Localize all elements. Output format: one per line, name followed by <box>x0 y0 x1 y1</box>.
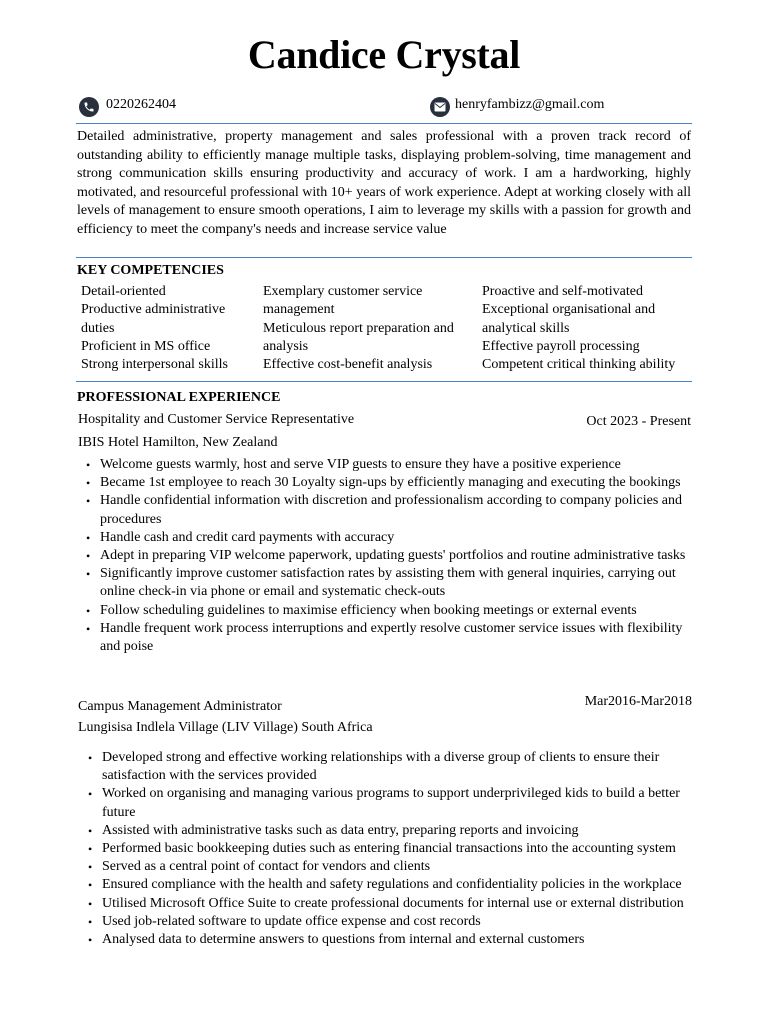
list-item: • Handle confidential information with discretion and professionalism according to company policies and procedures <box>100 492 688 528</box>
competency-item: Proactive and self-motivated <box>482 284 643 299</box>
list-item: • Analysed data to determine answers to questions from internal and external customers <box>102 931 692 949</box>
competency-item: Detail-oriented <box>81 284 166 299</box>
job-title: Hospitality and Customer Service Representative <box>78 412 355 427</box>
competency-item: management <box>263 302 335 318</box>
list-item: • Became 1st employee to reach 30 Loyalty sign-ups by efficiently managing and executing the bookings <box>100 474 688 492</box>
job-company: Lungisisa Indlela Village (LIV Village) South Africa <box>78 720 373 735</box>
divider <box>76 257 692 258</box>
list-item: • Adept in preparing VIP welcome paperwork, updating guests' portfolios and routine administrative tasks <box>100 547 688 565</box>
job-bullets <box>84 456 688 656</box>
competency-item: Competent critical thinking ability <box>482 357 676 373</box>
list-item: • Performed basic bookkeeping duties such as entering financial transactions into the accounting system <box>102 840 692 858</box>
job-dates: Mar2016-Mar2018 <box>584 694 692 709</box>
divider <box>76 381 692 382</box>
list-item: • Follow scheduling guidelines to maximise efficiency when booking meetings or external events <box>100 602 688 620</box>
competency-item: Effective payroll processing <box>482 338 640 354</box>
competency-item: Proficient in MS office <box>81 338 211 354</box>
list-item: • Handle cash and credit card payments with accuracy <box>100 529 688 547</box>
phone-icon <box>79 97 99 117</box>
list-item: • Significantly improve customer satisfaction rates by assisting them with general inquiries, carrying out online check-in via phone or email and systematic check-outs <box>100 565 688 601</box>
competency-item: Effective cost-benefit analysis <box>263 357 433 373</box>
resume-name: Candice Crystal <box>247 32 521 77</box>
email-address[interactable]: henryfambizz@gmail.com <box>455 97 605 112</box>
summary-paragraph: Detailed administrative, property management and sales professional with a proven track record of outstanding ability to efficiently manage multiple tasks, displaying problem-solving, time management and strong communication skills ensuring productivity and accuracy of work. I am a hardworking, highly motivated, and resourceful professional with 10+ years of work experience. Adept at working closely with all levels of management to ensure smooth operations, I aim to leverage my skills with a passion for growth and efficiency to meet the company's needs and increase service value <box>77 129 691 237</box>
competencies-column-3 <box>482 283 675 374</box>
competencies-heading: KEY COMPETENCIES <box>77 263 224 278</box>
competency-item: analysis <box>263 338 309 354</box>
competency-item: Productive administrative <box>81 302 226 318</box>
competencies-column-1 <box>81 283 228 374</box>
job-bullets <box>86 749 692 949</box>
competency-item: analytical skills <box>482 320 570 336</box>
list-item: • Developed strong and effective working relationships with a diverse group of clients to ensure their satisfaction with the services provided <box>102 749 692 785</box>
divider <box>76 123 692 124</box>
email-icon <box>430 97 450 117</box>
list-item: • Used job-related software to update office expense and cost records <box>102 913 692 931</box>
job-dates: Oct 2023 - Present <box>586 414 691 429</box>
competency-item: Strong interpersonal skills <box>81 357 228 373</box>
list-item: • Worked on organising and managing various programs to support underprivileged kids to build a better future <box>102 785 692 821</box>
list-item: • Ensured compliance with the health and safety regulations and confidentiality policies in the workplace <box>102 876 692 894</box>
competencies-column-2 <box>263 283 454 374</box>
list-item: • Utilised Microsoft Office Suite to create professional documents for internal use or external distribution <box>102 895 692 913</box>
competency-item: Meticulous report preparation and <box>263 320 454 336</box>
job-title: Campus Management Administrator <box>78 699 282 714</box>
job-company: IBIS Hotel Hamilton, New Zealand <box>78 435 278 450</box>
list-item: • Handle frequent work process interruptions and expertly resolve customer service issues with flexibility and poise <box>100 620 688 656</box>
list-item: • Welcome guests warmly, host and serve VIP guests to ensure they have a positive experience <box>100 456 688 474</box>
phone-number[interactable]: 0220262404 <box>106 97 176 112</box>
competency-item: Exemplary customer service <box>263 284 423 299</box>
list-item: • Assisted with administrative tasks such as data entry, preparing reports and invoicing <box>102 822 692 840</box>
competency-item: Exceptional organisational and <box>482 302 656 318</box>
experience-heading: PROFESSIONAL EXPERIENCE <box>77 390 281 405</box>
competency-item: duties <box>81 320 115 336</box>
list-item: • Served as a central point of contact for vendors and clients <box>102 858 692 876</box>
